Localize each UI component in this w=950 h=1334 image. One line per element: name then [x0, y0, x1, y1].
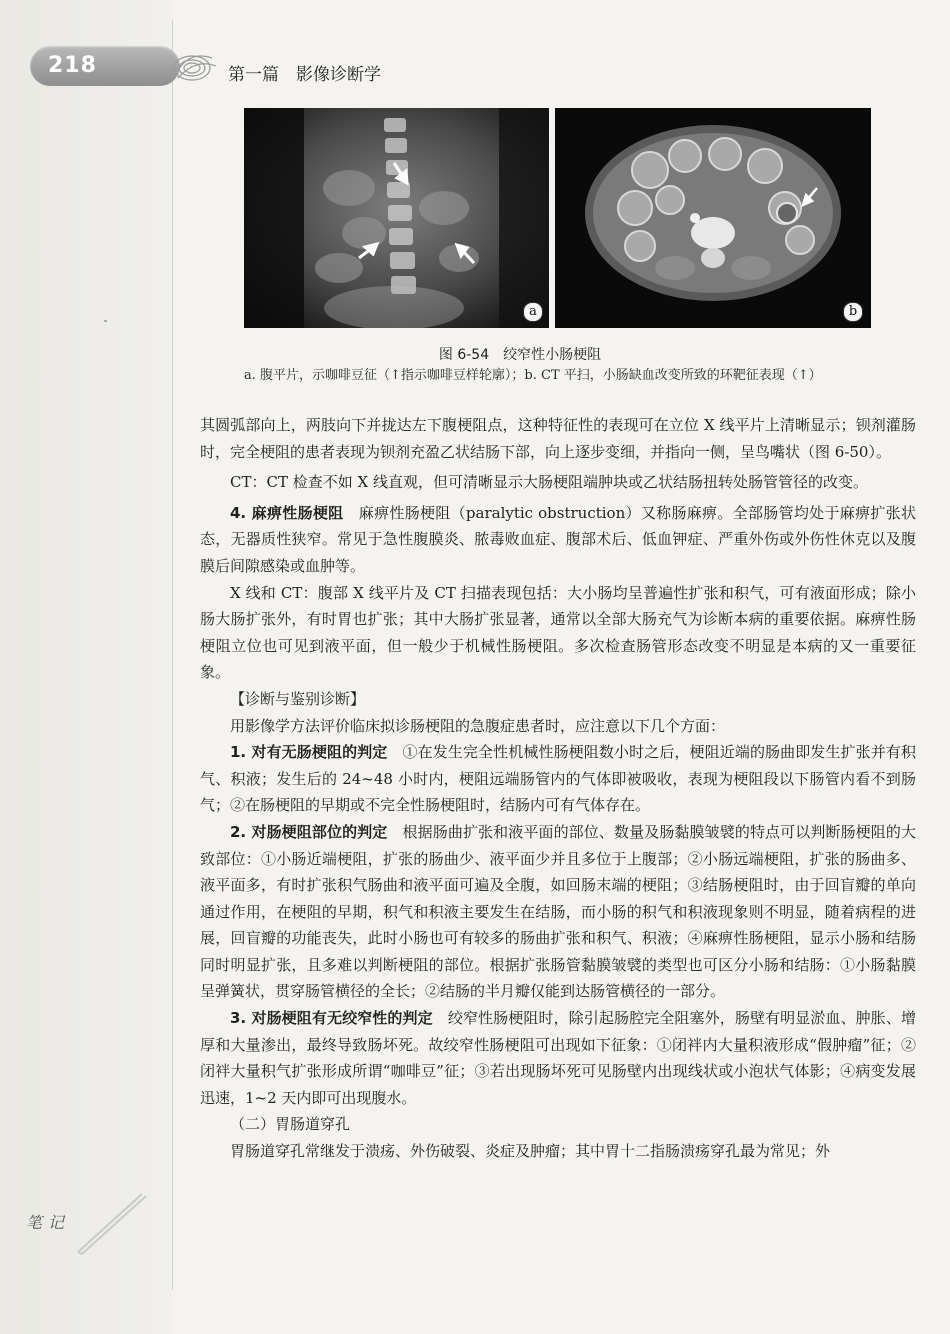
paragraph: CT：CT 检查不如 X 线直观，但可清晰显示大肠梗阻端肿块或乙状结肠扭转处肠管管径的改变。 [230, 473, 868, 492]
figure-xray-panel [244, 108, 549, 328]
notes-label: 笔记 [26, 1213, 71, 1232]
xray-image [244, 108, 549, 328]
section-heading: 1. 对有无肠梗阻的判定 [230, 743, 388, 762]
page-number: 218 [48, 53, 97, 78]
section-heading: 2. 对肠梗阻部位的判定 [230, 822, 388, 841]
section-heading: 3. 对肠梗阻有无绞窄性的判定 [230, 1009, 433, 1028]
main-text [200, 412, 916, 1165]
figure-title: 图 6-54 绞窄性小肠梗阻 [438, 347, 602, 363]
paragraph: 胃肠道穿孔常继发于溃疡、外伤破裂、炎症及肿瘤；其中胃十二指肠溃疡穿孔最为常见；外 [230, 1142, 831, 1161]
paragraph [200, 500, 916, 580]
pen-icon [70, 1188, 150, 1258]
margin-band [0, 0, 172, 1334]
paragraph: 其圆弧部向上，两肢向下并拢达左下腹梗阻点，这种特征性的表现可在立位 X 线平片上清晰显示；钡剂灌肠时，完全梗阻的患者表现为钡剂充盈乙状结肠下部，向上逐步变细，并指向一侧，呈鸟嘴状（图 6-50）。 [200, 416, 916, 461]
paragraph-text: 麻痹性肠梗阻（paralytic obstruction）又称肠麻痹。全部肠管均处于麻痹扩张状态，无器质性狭窄。常见于急性腹膜炎、脓毒败血症、腹部术后、低血钾症、严重外伤或外伤性休克以及腹膜后间隙感染或血肿等。 [200, 503, 916, 575]
paragraph-text: ①在发生完全性机械性肠梗阻数小时之后，梗阻近端的肠曲即发生扩张并有积气、积液；发生后的 24~48 小时内，梗阻远端肠管内的气体即被吸收，表现为梗阻段以下肠管内看不到肠气；②在肠梗阻的早期或不完全性肠梗阻时，结肠内可有气体存在。 [200, 743, 916, 815]
section-heading: 4. 麻痹性肠梗阻 [230, 503, 344, 522]
figure-caption: a. 腹平片，示咖啡豆征（↑指示咖啡豆样轮廓）；b. CT 平扫，小肠缺血改变所致的环靶征表现（↑） [244, 368, 822, 383]
figure-ct-panel [555, 108, 871, 328]
paragraph: X 线和 CT：腹部 X 线平片及 CT 扫描表现包括：大小肠均呈普遍性扩张和积气，可有液面形成；除小肠大肠扩张外，有时胃也扩张；其中大肠扩张显著，通常以全部大肠充气为诊断本病的重要依据。麻痹性肠梗阻立位也可见到液平面，但一般少于机械性肠梗阻。多次检查肠管形态改变不明显是本病的又一重要征象。 [200, 583, 916, 682]
section-heading: （二）胃肠道穿孔 [230, 1115, 351, 1134]
ct-scan-image [555, 108, 871, 328]
chapter-title: 第一篇 影像诊断学 [228, 65, 381, 85]
paragraph-text: 根据肠曲扩张和液平面的部位、数量及肠黏膜皱襞的特点可以判断肠梗阻的大致部位：①小肠近端梗阻，扩张的肠曲少、液平面少并且多位于上腹部；②小肠远端梗阻，扩张的肠曲多、液平面多，有时扩张积气肠曲和液平面可遍及全腹，如回肠末端的梗阻；③结肠梗阻时，由于回盲瓣的单向通过作用，在梗阻的早期，积气和积液主要发生在结肠，而小肠的积气和积液现象则不明显，随着病程的进展，回盲瓣的功能丧失，此时小肠也可有较多的肠曲扩张和积气、积液；④麻痹性肠梗阻，显示小肠和结肠同时明显扩张，且多难以判断梗阻的部位。根据扩张肠管黏膜皱襞的类型也可区分小肠和结肠：①小肠黏膜呈弹簧状，贯穿肠管横径的全长；②结肠的半月瓣仅能到达肠管横径的一部分。 [200, 822, 916, 1001]
panel-a-label: a [523, 302, 543, 322]
swirl-ornament-icon [168, 44, 224, 88]
margin-speck [104, 320, 107, 322]
paragraph [200, 1005, 916, 1111]
paragraph [200, 819, 916, 1005]
panel-b-label: b [843, 302, 863, 322]
paragraph-text: 绞窄性肠梗阻时，除引起肠腔完全阻塞外，肠壁有明显淤血、肿胀、增厚和大量渗出，最终导致肠坏死。故绞窄性肠梗阻可出现如下征象：①闭袢内大量积液形成“假肿瘤”征；②闭袢大量积气扩张形成所谓“咖啡豆”征；③若出现肠坏死可见肠壁内出现线状或小泡状气体影；④病变发展迅速，1~2 天内即可出现腹水。 [200, 1009, 916, 1107]
paragraph: 用影像学方法评价临床拟诊肠梗阻的急腹症患者时，应注意以下几个方面： [230, 716, 726, 735]
section-heading: 【诊断与鉴别诊断】 [230, 689, 366, 708]
margin-rule [172, 20, 173, 1290]
paragraph [200, 739, 916, 819]
